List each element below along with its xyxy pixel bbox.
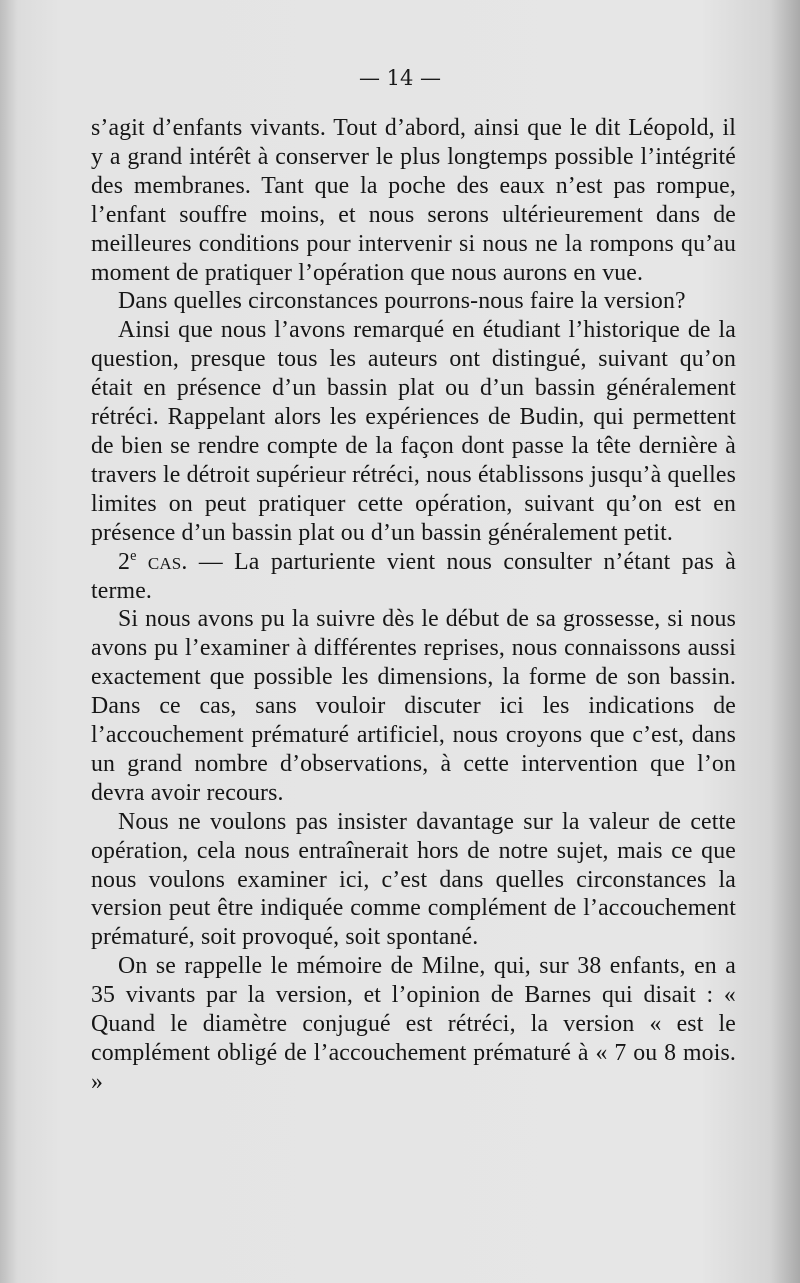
- paragraph-4: [91, 548, 736, 606]
- case-number: 2: [118, 548, 131, 575]
- paragraph-6: Nous ne voulons pas insister davantage sur la valeur de cette opération, cela nous entraînerait hors de notre sujet, mais ce que nous voulons examiner ici, c’est dans quelles circonstances la version peut être indiquée comme complément de l’accouchement prématuré, soit provoqué, soit spontané.: [91, 808, 736, 951]
- page-number: — 14 —: [358, 66, 442, 90]
- paragraph-7: On se rappelle le mémoire de Milne, qui, sur 38 enfants, en a 35 vivants par la version, et l’opinion de Barnes qui disait : « Quand le diamètre conjugué est rétréci, la version « est le complément obligé de l’accouchement prématuré à « 7 ou 8 mois. »: [91, 953, 736, 1095]
- paragraph-2: Dans quelles circonstances pourrons-nous faire la version?: [118, 288, 686, 315]
- paragraph-4-text: . — La parturiente vient nous consulter n’étant pas à terme.: [91, 548, 736, 604]
- paragraph-3: Ainsi que nous l’avons remarqué en étudiant l’historique de la question, presque tous les auteurs ont distingué, suivant qu’on était en présence d’un bassin plat ou d’un bassin généralement rétréci. Rappelant alors les expériences de Budin, qui permettent de bien se rendre compte de la façon dont passe la tête dernière à travers le détroit supérieur rétréci, nous établissons jusqu’à quelles limites on peut pratiquer cette opération, suivant qu’on est en présence d’un bassin plat ou d’un bassin généralement petit.: [91, 317, 736, 546]
- body-text: [91, 114, 736, 1097]
- case-number-suffix: e: [130, 547, 137, 564]
- paragraph-1: s’agit d’enfants vivants. Tout d’abord, ainsi que le dit Léopold, il y a grand intérêt à conserver le plus longtemps possible l’intégrité des membranes. Tant que la poche des eaux n’est pas rompue, l’enfant souffre moins, et nous serons ultérieurement dans de meilleures conditions pour intervenir si nous ne la rompons qu’au moment de pratiquer l’opération que nous aurons en vue.: [91, 115, 736, 286]
- paragraph-5: Si nous avons pu la suivre dès le début de sa grossesse, si nous avons pu l’examiner à différentes reprises, nous connaissons aussi exactement que possible les dimensions, la forme de son bassin. Dans ce cas, sans vouloir discuter ici les indications de l’accouchement prématuré artificiel, nous croyons que c’est, dans un grand nombre d’observations, à cette intervention que l’on devra avoir recours.: [91, 606, 736, 806]
- case-label: cas: [147, 548, 182, 575]
